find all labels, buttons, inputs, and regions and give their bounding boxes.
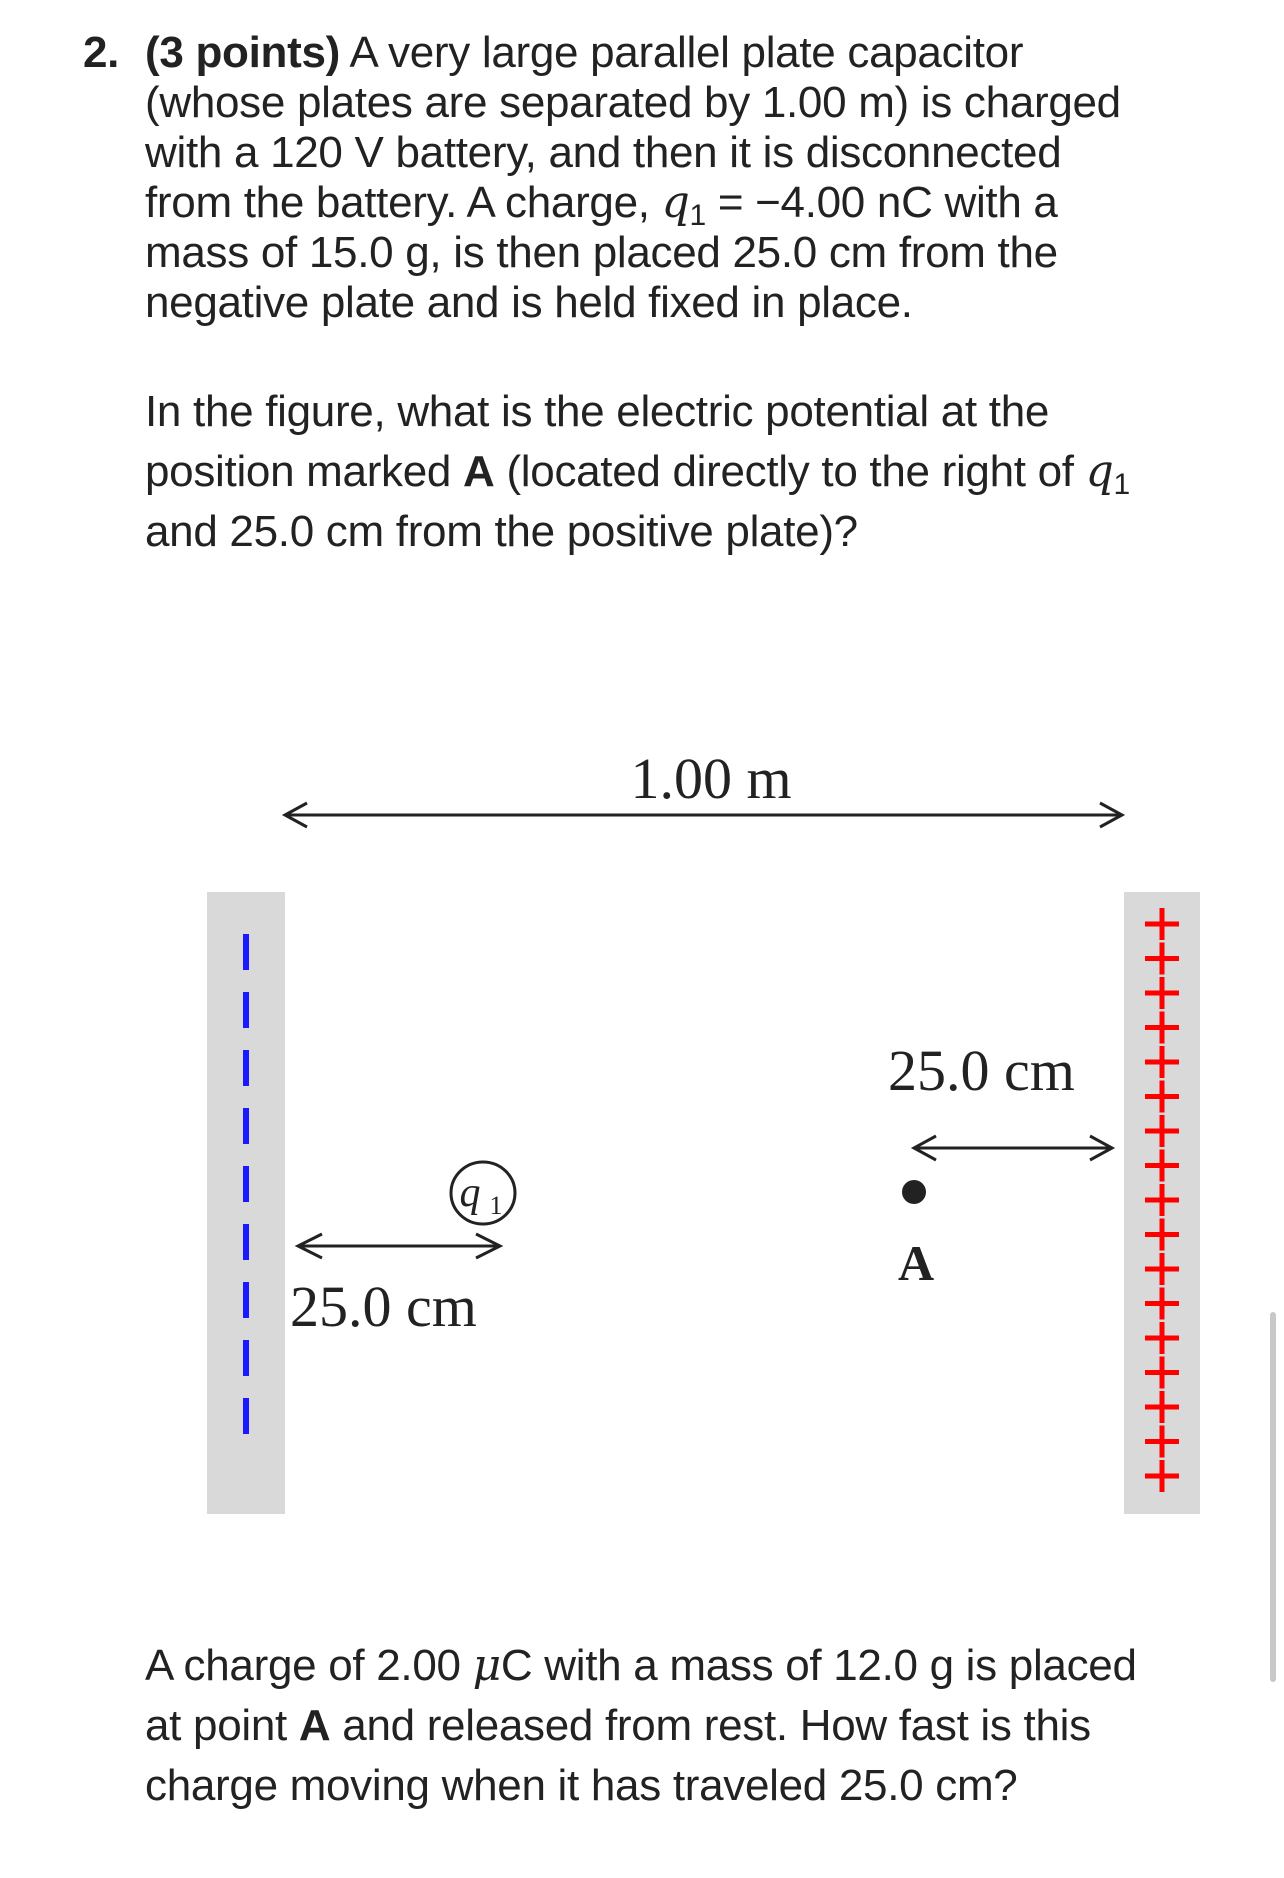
intro-line-2: (whose plates are separated by 1.00 m) is charged	[145, 78, 1121, 127]
charge-symbol: q	[661, 177, 690, 228]
q1-symbol: q	[1085, 446, 1114, 497]
question-2-line-3: charge moving when it has traveled 25.0 cm?	[145, 1761, 1018, 1810]
question-1-line-2-post: (located directly to the right of	[494, 447, 1086, 496]
question-1-line-3: and 25.0 cm from the positive plate)?	[145, 507, 858, 556]
intro-line-1: A very large parallel plate capacitor	[349, 28, 1024, 77]
charge-value: = −4.00 nC with a	[705, 178, 1058, 227]
separation-label: 1.00 m	[630, 746, 792, 811]
points-label: (3 points)	[145, 28, 340, 77]
scrollbar[interactable]	[1270, 1312, 1276, 1682]
problem-line-1	[145, 28, 1023, 78]
q1-figure-subscript: 1	[489, 1191, 503, 1220]
problem-number: 2.	[83, 28, 120, 77]
intro-line-6: negative plate and is held fixed in place.	[145, 278, 913, 327]
question-2-line-2-post: and released from rest. How fast is this	[330, 1701, 1091, 1750]
question-1-line-2-pre: position marked	[145, 447, 464, 496]
point-a-ref-2: A	[298, 1701, 331, 1750]
micro-symbol: μ	[472, 1640, 501, 1691]
question-2-line-2-pre: at point	[145, 1701, 299, 1750]
q1-figure-label: q	[459, 1170, 481, 1216]
right-distance-arrow	[914, 1136, 1112, 1160]
q1-subscript: 1	[1113, 468, 1130, 501]
question-2-line-1-pre: A charge of 2.00	[145, 1641, 473, 1690]
left-distance-arrow	[298, 1234, 500, 1258]
question-1-line-1: In the figure, what is the electric potential at the	[145, 387, 1050, 436]
point-a-dot	[902, 1180, 926, 1204]
intro-line-3: with a 120 V battery, and then it is disconnected	[145, 128, 1062, 177]
question-2-line-1-post: C with a mass of 12.0 g is placed	[500, 1641, 1137, 1690]
point-a-ref: A	[463, 447, 495, 496]
left-distance-label: 25.0 cm	[290, 1274, 477, 1339]
charge-subscript: 1	[689, 199, 706, 232]
intro-line-5: mass of 15.0 g, is then placed 25.0 cm from the	[145, 228, 1058, 277]
point-a-label: A	[897, 1235, 935, 1291]
right-distance-label: 25.0 cm	[888, 1038, 1075, 1103]
capacitor-figure	[0, 700, 1284, 1560]
intro-line-4-text: from the battery. A charge,	[145, 178, 662, 227]
